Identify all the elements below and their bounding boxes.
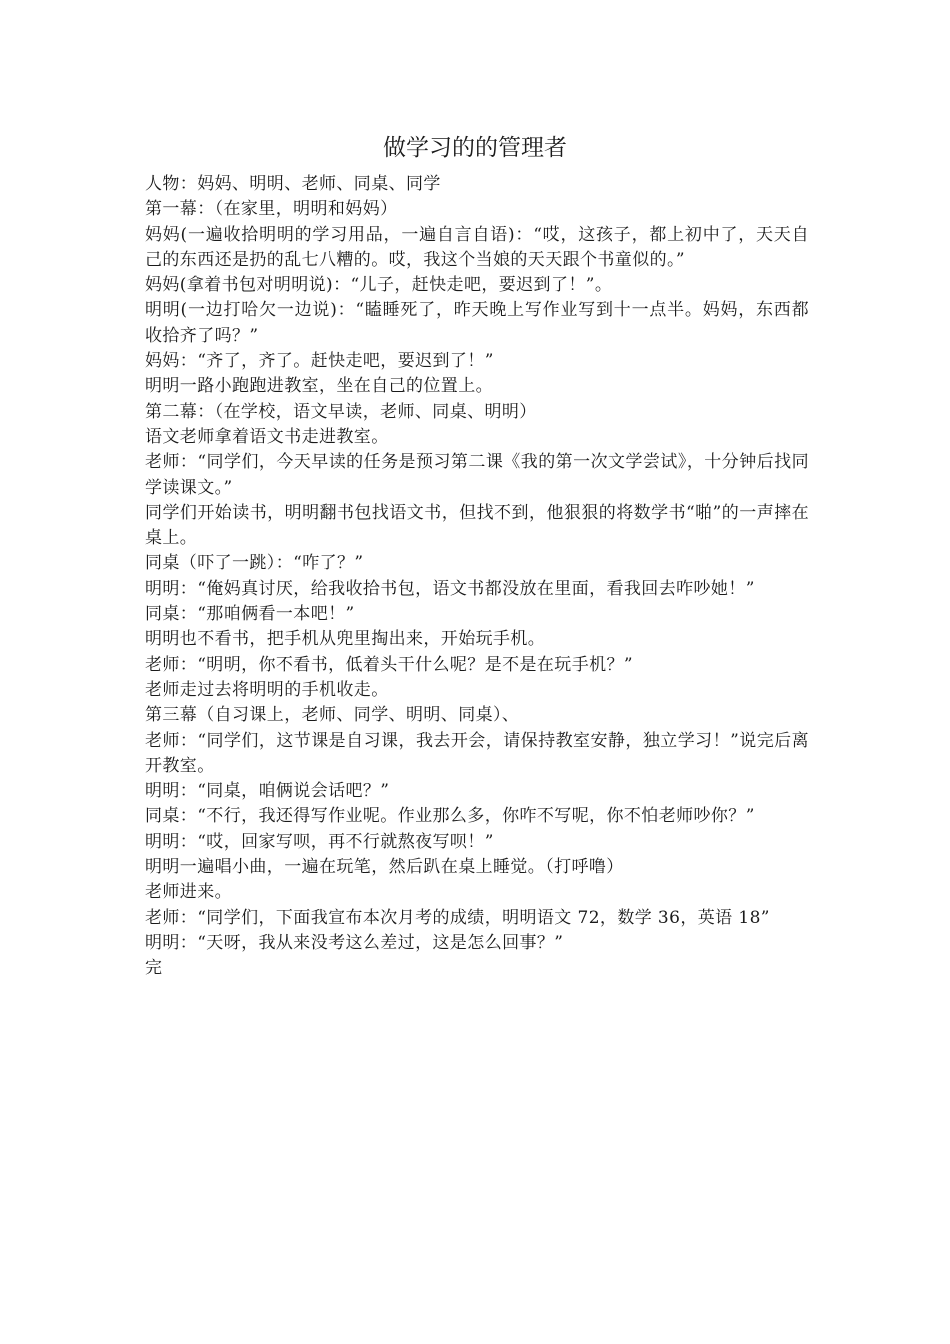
- paragraph-dialogue: 妈妈(拿着书包对明明说)：“儿子，赶快走吧，要迟到了！”。: [145, 275, 613, 296]
- paragraph-narration: 老师走过去将明明的手机收走。: [145, 679, 389, 700]
- paragraph-dialogue: 同桌（吓了一跳）：“咋了？”: [145, 553, 364, 574]
- paragraph-narration: 明明也不看书，把手机从兜里掏出来，开始玩手机。: [145, 629, 546, 650]
- paragraph-characters: 人物：妈妈、明明、老师、同桌、同学: [145, 174, 441, 194]
- paragraph-act-one-heading: 第一幕：（在家里，明明和妈妈）: [145, 199, 398, 220]
- paragraph-dialogue: 妈妈：“齐了，齐了。赶快走吧，要迟到了！”: [145, 351, 494, 372]
- paragraph-dialogue: 老师：“同学们，今天早读的任务是预习第二课《我的第一次文学尝试》，十分钟后找同学读课文。”: [145, 452, 809, 498]
- paragraph-dialogue: 明明(一边打哈欠一边说)：“瞌睡死了，昨天晚上写作业写到十一点半。妈妈，东西都收拾齐了吗？”: [145, 300, 809, 346]
- paragraph-narration: 明明一路小跑跑进教室，坐在自己的位置上。: [145, 376, 493, 397]
- paragraph-narration: 明明一遍唱小曲，一遍在玩笔，然后趴在桌上睡觉。（打呼噜）: [145, 857, 624, 878]
- paragraph-dialogue: 明明：“俺妈真讨厌，给我收拾书包，语文书都没放在里面，看我回去咋吵她！”: [145, 578, 755, 599]
- paragraph-dialogue: 老师：“同学们，这节课是自习课，我去开会，请保持教室安静，独立学习！”说完后离开教室。: [145, 730, 809, 776]
- document-title: 做学习的的管理者: [383, 135, 567, 161]
- paragraph-narration: 语文老师拿着语文书走进教室。: [145, 426, 389, 447]
- paragraph-narration: 同学们开始读书，明明翻书包找语文书，但找不到，他狠狠的将数学书“啪”的一声摔在桌上。: [145, 502, 809, 549]
- paragraph-act-three-heading: 第三幕（自习课上，老师、同学、明明、同桌）、: [145, 705, 520, 726]
- paragraph-narration: 老师进来。: [145, 882, 232, 903]
- paragraph-dialogue: 明明：“天呀，我从来没考这么差过，这是怎么回事？”: [145, 932, 564, 953]
- paragraph-dialogue: 同桌：“那咱俩看一本吧！”: [145, 604, 355, 625]
- paragraph-ending: 完: [145, 958, 163, 979]
- document-body: [145, 172, 809, 982]
- paragraph-act-two-heading: 第二幕：（在学校，语文早读，老师、同桌、明明）: [145, 401, 537, 422]
- paragraph-dialogue: 同桌：“不行，我还得写作业呢。作业那么多，你咋不写呢，你不怕老师吵你？”: [145, 806, 755, 827]
- paragraph-dialogue: 明明：“同桌，咱俩说会话吧？”: [145, 781, 390, 802]
- paragraph-dialogue: 妈妈(一遍收拾明明的学习用品，一遍自言自语)：“哎，这孩子，都上初中了，天天自己的东西还是扔的乱七八糟的。哎，我这个当娘的天天跟个书童似的。”: [145, 224, 809, 270]
- paragraph-dialogue: 老师：“同学们，下面我宣布本次月考的成绩，明明语文 72，数学 36，英语 18”: [145, 907, 770, 928]
- paragraph-dialogue: 明明：“哎，回家写呗，再不行就熬夜写呗！”: [145, 831, 494, 852]
- paragraph-dialogue: 老师：“明明，你不看书，低着头干什么呢？是不是在玩手机？”: [145, 654, 633, 675]
